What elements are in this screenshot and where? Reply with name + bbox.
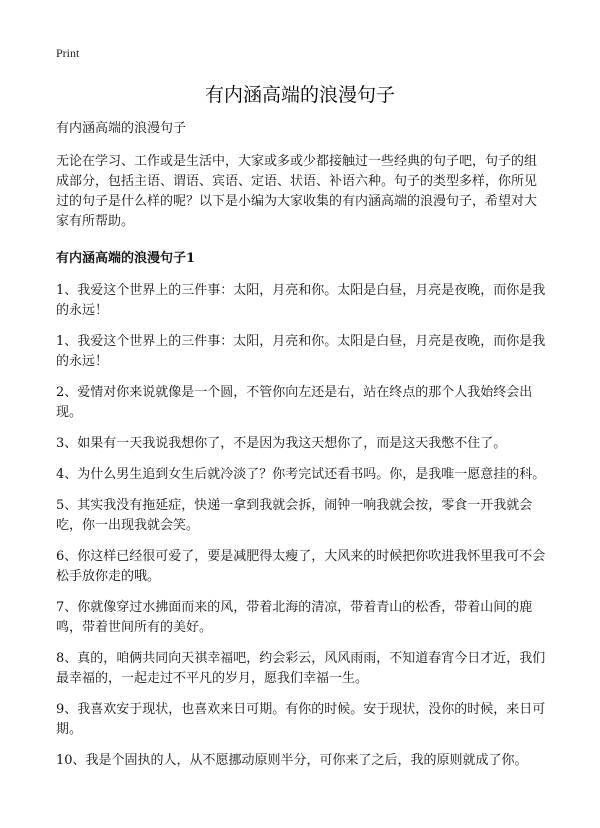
- list-item: 7、你就像穿过水拂面而来的风，带着北海的清凉，带着青山的松香，带着山间的鹿鸣，带着世间所有的美好。: [56, 600, 533, 635]
- section-heading: 有内涵高端的浪漫句子1: [56, 251, 196, 266]
- list-item: 3、如果有一天我说我想你了，不是因为我这天想你了，而是这天我憋不住了。: [56, 436, 507, 451]
- list-item: 4、为什么男生追到女生后就冷淡了？你考完试还看书吗。你，是我唯一愿意挂的科。: [56, 467, 546, 482]
- intro-paragraph: 无论在学习、工作或是生活中，大家或多或少都接触过一些经典的句子吧，句子的组成部分，包括主语、谓语、宾语、定语、状语、补语六种。句子的类型多样，你所见过的句子是什么样的呢？以下是小编为大家收集的有内涵高端的浪漫句子，希望对大家有所帮助。: [56, 154, 538, 229]
- list-item: 9、我喜欢安于现状，也喜欢来日可期。有你的时候。安于现状，没你的时候，来日可期。: [56, 702, 546, 737]
- list-item: 10、我是个固执的人，从不愿挪动原则半分，可你来了之后，我的原则就成了你。: [56, 753, 528, 768]
- print-label: Print: [56, 46, 80, 60]
- list-item: 5、其实我没有拖延症，快递一拿到我就会拆，闹钟一响我就会按，零食一开我就会吃，你一出现我就会笑。: [56, 498, 533, 533]
- list-item: 6、你这样已经很可爱了，要是减肥得太瘦了，大风来的时候把你吹进我怀里我可不会松手放你走的哦。: [56, 549, 546, 584]
- page-title: 有内涵高端的浪漫句子: [204, 84, 395, 106]
- list-item: 1、我爱这个世界上的三件事：太阳，月亮和你。太阳是白昼，月亮是夜晚，而你是我的永远！: [56, 334, 546, 369]
- article-subtitle: 有内涵高端的浪漫句子: [56, 121, 187, 136]
- list-item: 1、我爱这个世界上的三件事：太阳，月亮和你。太阳是白昼，月亮是夜晚，而你是我的永远！: [56, 283, 546, 318]
- article-body: [56, 119, 548, 782]
- list-item: 2、爱情对你来说就像是一个圆，不管你向左还是右，站在终点的那个人我始终会出现。: [56, 385, 533, 420]
- list-item: 8、真的，咱俩共同向天祺幸福吧，约会彩云，风风雨雨，不知道春宵今日才近，我们最幸福的，一起走过不平凡的岁月，愿我们幸福一生。: [56, 651, 546, 686]
